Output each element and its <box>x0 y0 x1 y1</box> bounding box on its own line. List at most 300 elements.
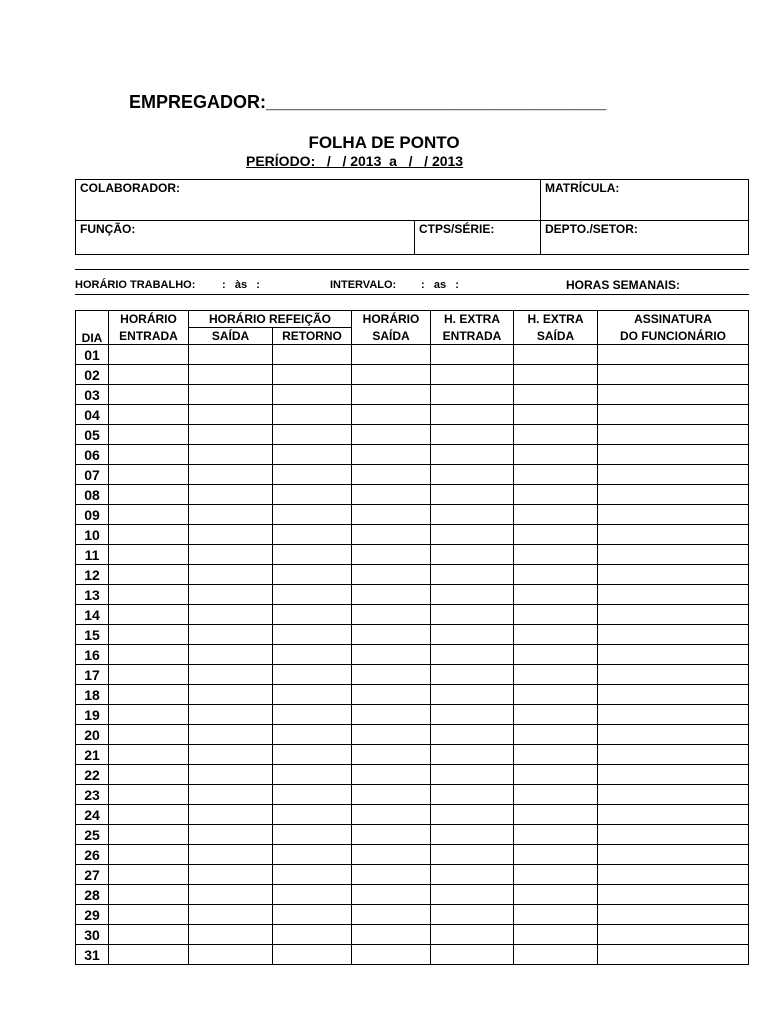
extra-out-cell[interactable] <box>514 345 598 365</box>
extra-out-cell[interactable] <box>514 865 598 885</box>
entry-cell[interactable] <box>109 765 189 785</box>
extra-out-cell[interactable] <box>514 785 598 805</box>
extra-out-cell[interactable] <box>514 685 598 705</box>
table-row <box>76 705 749 725</box>
day-number: 10 <box>76 525 109 545</box>
day-number: 09 <box>76 505 109 525</box>
extra-out-cell[interactable] <box>514 645 598 665</box>
meal-out-cell[interactable] <box>189 485 273 505</box>
entry-cell[interactable] <box>109 725 189 745</box>
header-signature-line1: ASSINATURA <box>598 311 749 328</box>
meal-out-cell[interactable] <box>189 405 273 425</box>
page-title: FOLHA DE PONTO <box>308 133 460 152</box>
meal-return-cell[interactable] <box>273 505 352 525</box>
extra-in-cell[interactable] <box>431 465 514 485</box>
extra-out-cell[interactable] <box>514 725 598 745</box>
extra-out-cell[interactable] <box>514 925 598 945</box>
meal-return-cell[interactable] <box>273 805 352 825</box>
meal-return-cell[interactable] <box>273 565 352 585</box>
work-hours-label: HORÁRIO TRABALHO: <box>75 279 196 291</box>
extra-in-cell[interactable] <box>431 945 514 965</box>
table-row <box>76 585 749 605</box>
extra-in-cell[interactable] <box>431 605 514 625</box>
exit-cell[interactable] <box>352 425 431 445</box>
extra-in-cell[interactable] <box>431 705 514 725</box>
exit-cell[interactable] <box>352 505 431 525</box>
entry-cell[interactable] <box>109 525 189 545</box>
meal-out-cell[interactable] <box>189 885 273 905</box>
extra-in-cell[interactable] <box>431 405 514 425</box>
header-extra-in-line1: H. EXTRA <box>431 311 514 328</box>
exit-cell[interactable] <box>352 705 431 725</box>
meal-return-cell[interactable] <box>273 705 352 725</box>
table-row <box>76 825 749 845</box>
extra-out-cell[interactable] <box>514 885 598 905</box>
meal-out-cell[interactable] <box>189 645 273 665</box>
day-number: 08 <box>76 485 109 505</box>
extra-out-cell[interactable] <box>514 505 598 525</box>
header-day: DIA <box>76 311 109 345</box>
table-row <box>76 685 749 705</box>
department-field[interactable]: DEPTO./SETOR: <box>545 222 638 236</box>
exit-cell[interactable] <box>352 585 431 605</box>
extra-in-cell[interactable] <box>431 645 514 665</box>
signature-cell[interactable] <box>598 905 749 925</box>
meal-out-cell[interactable] <box>189 565 273 585</box>
day-number: 26 <box>76 845 109 865</box>
employer-label: EMPREGADOR:__________________________________ <box>129 92 607 112</box>
signature-cell[interactable] <box>598 525 749 545</box>
meal-out-cell[interactable] <box>189 765 273 785</box>
exit-cell[interactable] <box>352 745 431 765</box>
extra-in-cell[interactable] <box>431 665 514 685</box>
weekly-hours-label: HORAS SEMANAIS: <box>566 278 681 292</box>
signature-cell[interactable] <box>598 725 749 745</box>
collaborator-field[interactable]: COLABORADOR: <box>80 181 180 195</box>
meal-out-cell[interactable] <box>189 745 273 765</box>
day-number: 14 <box>76 605 109 625</box>
meal-return-cell[interactable] <box>273 825 352 845</box>
entry-cell[interactable] <box>109 565 189 585</box>
signature-cell[interactable] <box>598 805 749 825</box>
extra-in-cell[interactable] <box>431 445 514 465</box>
extra-in-cell[interactable] <box>431 765 514 785</box>
entry-cell[interactable] <box>109 365 189 385</box>
extra-out-cell[interactable] <box>514 625 598 645</box>
exit-cell[interactable] <box>352 825 431 845</box>
signature-cell[interactable] <box>598 605 749 625</box>
header-entry-line2: ENTRADA <box>109 328 189 345</box>
extra-in-cell[interactable] <box>431 505 514 525</box>
meal-return-cell[interactable] <box>273 625 352 645</box>
meal-return-cell[interactable] <box>273 645 352 665</box>
ctps-field[interactable]: CTPS/SÉRIE: <box>419 222 495 236</box>
entry-cell[interactable] <box>109 645 189 665</box>
signature-cell[interactable] <box>598 565 749 585</box>
meal-return-cell[interactable] <box>273 405 352 425</box>
exit-cell[interactable] <box>352 765 431 785</box>
exit-cell[interactable] <box>352 805 431 825</box>
entry-cell[interactable] <box>109 885 189 905</box>
day-number: 22 <box>76 765 109 785</box>
extra-in-cell[interactable] <box>431 685 514 705</box>
exit-cell[interactable] <box>352 485 431 505</box>
entry-cell[interactable] <box>109 745 189 765</box>
table-row <box>76 465 749 485</box>
meal-out-cell[interactable] <box>189 665 273 685</box>
header-extra-out-line1: H. EXTRA <box>514 311 598 328</box>
entry-cell[interactable] <box>109 705 189 725</box>
meal-return-cell[interactable] <box>273 685 352 705</box>
exit-cell[interactable] <box>352 365 431 385</box>
extra-in-cell[interactable] <box>431 925 514 945</box>
exit-cell[interactable] <box>352 685 431 705</box>
extra-in-cell[interactable] <box>431 425 514 445</box>
signature-cell[interactable] <box>598 585 749 605</box>
day-number: 20 <box>76 725 109 745</box>
entry-cell[interactable] <box>109 385 189 405</box>
interval-label: INTERVALO: <box>330 279 397 291</box>
signature-cell[interactable] <box>598 845 749 865</box>
meal-return-cell[interactable] <box>273 605 352 625</box>
extra-in-cell[interactable] <box>431 545 514 565</box>
table-row <box>76 445 749 465</box>
meal-return-cell[interactable] <box>273 385 352 405</box>
day-number: 23 <box>76 785 109 805</box>
day-number: 16 <box>76 645 109 665</box>
exit-cell[interactable] <box>352 445 431 465</box>
registration-field[interactable]: MATRÍCULA: <box>545 181 620 195</box>
timesheet-table <box>75 310 749 965</box>
extra-in-cell[interactable] <box>431 625 514 645</box>
exit-cell[interactable] <box>352 605 431 625</box>
signature-cell[interactable] <box>598 625 749 645</box>
meal-out-cell[interactable] <box>189 505 273 525</box>
exit-cell[interactable] <box>352 405 431 425</box>
exit-cell[interactable] <box>352 785 431 805</box>
extra-out-cell[interactable] <box>514 405 598 425</box>
extra-out-cell[interactable] <box>514 425 598 445</box>
header-exit-line1: HORÁRIO <box>352 311 431 328</box>
day-number: 13 <box>76 585 109 605</box>
table-row <box>76 525 749 545</box>
signature-cell[interactable] <box>598 445 749 465</box>
extra-out-cell[interactable] <box>514 945 598 965</box>
header-meal: HORÁRIO REFEIÇÃO <box>189 311 352 328</box>
table-row <box>76 805 749 825</box>
extra-out-cell[interactable] <box>514 565 598 585</box>
table-row <box>76 425 749 445</box>
signature-cell[interactable] <box>598 345 749 365</box>
day-number: 24 <box>76 805 109 825</box>
extra-out-cell[interactable] <box>514 525 598 545</box>
meal-return-cell[interactable] <box>273 945 352 965</box>
exit-cell[interactable] <box>352 865 431 885</box>
signature-cell[interactable] <box>598 505 749 525</box>
meal-return-cell[interactable] <box>273 465 352 485</box>
table-row <box>76 725 749 745</box>
day-number: 06 <box>76 445 109 465</box>
extra-out-cell[interactable] <box>514 605 598 625</box>
meal-return-cell[interactable] <box>273 845 352 865</box>
extra-out-cell[interactable] <box>514 465 598 485</box>
entry-cell[interactable] <box>109 785 189 805</box>
extra-out-cell[interactable] <box>514 585 598 605</box>
meal-out-cell[interactable] <box>189 685 273 705</box>
extra-in-cell[interactable] <box>431 825 514 845</box>
meal-return-cell[interactable] <box>273 865 352 885</box>
function-field[interactable]: FUNÇÃO: <box>80 222 136 236</box>
table-row <box>76 945 749 965</box>
signature-cell[interactable] <box>598 925 749 945</box>
exit-cell[interactable] <box>352 905 431 925</box>
entry-cell[interactable] <box>109 445 189 465</box>
day-number: 12 <box>76 565 109 585</box>
entry-cell[interactable] <box>109 605 189 625</box>
extra-out-cell[interactable] <box>514 445 598 465</box>
exit-cell[interactable] <box>352 545 431 565</box>
schedule-bottom-rule <box>75 294 749 295</box>
extra-in-cell[interactable] <box>431 385 514 405</box>
extra-in-cell[interactable] <box>431 785 514 805</box>
header-exit-line2: SAÍDA <box>352 328 431 345</box>
table-row <box>76 365 749 385</box>
exit-cell[interactable] <box>352 925 431 945</box>
signature-cell[interactable] <box>598 545 749 565</box>
signature-cell[interactable] <box>598 685 749 705</box>
meal-out-cell[interactable] <box>189 945 273 965</box>
entry-cell[interactable] <box>109 485 189 505</box>
table-row <box>76 485 749 505</box>
extra-out-cell[interactable] <box>514 745 598 765</box>
meal-return-cell[interactable] <box>273 525 352 545</box>
signature-cell[interactable] <box>598 365 749 385</box>
extra-in-cell[interactable] <box>431 885 514 905</box>
day-number: 02 <box>76 365 109 385</box>
meal-return-cell[interactable] <box>273 665 352 685</box>
signature-cell[interactable] <box>598 465 749 485</box>
meal-return-cell[interactable] <box>273 445 352 465</box>
meal-return-cell[interactable] <box>273 925 352 945</box>
header-entry-line1: HORÁRIO <box>109 311 189 328</box>
extra-in-cell[interactable] <box>431 845 514 865</box>
exit-cell[interactable] <box>352 345 431 365</box>
interval-value[interactable]: : as : <box>421 279 459 291</box>
extra-in-cell[interactable] <box>431 485 514 505</box>
header-signature-line2: DO FUNCIONÁRIO <box>598 328 749 345</box>
meal-out-cell[interactable] <box>189 905 273 925</box>
day-number: 25 <box>76 825 109 845</box>
meal-out-cell[interactable] <box>189 625 273 645</box>
table-row <box>76 665 749 685</box>
meal-out-cell[interactable] <box>189 785 273 805</box>
extra-out-cell[interactable] <box>514 485 598 505</box>
entry-cell[interactable] <box>109 625 189 645</box>
extra-out-cell[interactable] <box>514 845 598 865</box>
entry-cell[interactable] <box>109 405 189 425</box>
table-row <box>76 905 749 925</box>
extra-out-cell[interactable] <box>514 805 598 825</box>
meal-return-cell[interactable] <box>273 425 352 445</box>
meal-return-cell[interactable] <box>273 765 352 785</box>
signature-cell[interactable] <box>598 645 749 665</box>
extra-in-cell[interactable] <box>431 805 514 825</box>
exit-cell[interactable] <box>352 645 431 665</box>
day-number: 19 <box>76 705 109 725</box>
meal-return-cell[interactable] <box>273 905 352 925</box>
signature-cell[interactable] <box>598 765 749 785</box>
signature-cell[interactable] <box>598 405 749 425</box>
header-meal-out: SAÍDA <box>189 328 273 345</box>
day-number: 28 <box>76 885 109 905</box>
entry-cell[interactable] <box>109 665 189 685</box>
signature-cell[interactable] <box>598 785 749 805</box>
meal-out-cell[interactable] <box>189 385 273 405</box>
exit-cell[interactable] <box>352 385 431 405</box>
extra-out-cell[interactable] <box>514 765 598 785</box>
meal-out-cell[interactable] <box>189 705 273 725</box>
table-row <box>76 865 749 885</box>
signature-cell[interactable] <box>598 485 749 505</box>
entry-cell[interactable] <box>109 905 189 925</box>
table-row <box>76 885 749 905</box>
header-extra-in-line2: ENTRADA <box>431 328 514 345</box>
entry-cell[interactable] <box>109 945 189 965</box>
table-row <box>76 845 749 865</box>
signature-cell[interactable] <box>598 425 749 445</box>
entry-cell[interactable] <box>109 685 189 705</box>
day-number: 27 <box>76 865 109 885</box>
meal-out-cell[interactable] <box>189 605 273 625</box>
extra-in-cell[interactable] <box>431 585 514 605</box>
table-row <box>76 385 749 405</box>
signature-cell[interactable] <box>598 825 749 845</box>
entry-cell[interactable] <box>109 545 189 565</box>
meal-out-cell[interactable] <box>189 865 273 885</box>
day-number: 04 <box>76 405 109 425</box>
meal-out-cell[interactable] <box>189 585 273 605</box>
day-number: 18 <box>76 685 109 705</box>
meal-out-cell[interactable] <box>189 525 273 545</box>
meal-out-cell[interactable] <box>189 545 273 565</box>
extra-in-cell[interactable] <box>431 745 514 765</box>
entry-cell[interactable] <box>109 465 189 485</box>
day-number: 21 <box>76 745 109 765</box>
meal-out-cell[interactable] <box>189 425 273 445</box>
entry-cell[interactable] <box>109 865 189 885</box>
exit-cell[interactable] <box>352 885 431 905</box>
signature-cell[interactable] <box>598 885 749 905</box>
meal-return-cell[interactable] <box>273 545 352 565</box>
extra-in-cell[interactable] <box>431 345 514 365</box>
meal-out-cell[interactable] <box>189 925 273 945</box>
extra-in-cell[interactable] <box>431 565 514 585</box>
exit-cell[interactable] <box>352 845 431 865</box>
day-number: 01 <box>76 345 109 365</box>
day-number: 17 <box>76 665 109 685</box>
entry-cell[interactable] <box>109 585 189 605</box>
extra-in-cell[interactable] <box>431 365 514 385</box>
extra-out-cell[interactable] <box>514 705 598 725</box>
meal-out-cell[interactable] <box>189 805 273 825</box>
exit-cell[interactable] <box>352 725 431 745</box>
signature-cell[interactable] <box>598 865 749 885</box>
table-row <box>76 925 749 945</box>
signature-cell[interactable] <box>598 385 749 405</box>
extra-in-cell[interactable] <box>431 725 514 745</box>
extra-out-cell[interactable] <box>514 825 598 845</box>
entry-cell[interactable] <box>109 505 189 525</box>
day-number: 29 <box>76 905 109 925</box>
extra-in-cell[interactable] <box>431 865 514 885</box>
extra-in-cell[interactable] <box>431 905 514 925</box>
meal-return-cell[interactable] <box>273 725 352 745</box>
meal-return-cell[interactable] <box>273 365 352 385</box>
day-number: 31 <box>76 945 109 965</box>
entry-cell[interactable] <box>109 345 189 365</box>
entry-cell[interactable] <box>109 925 189 945</box>
table-row <box>76 565 749 585</box>
meal-return-cell[interactable] <box>273 885 352 905</box>
table-row <box>76 505 749 525</box>
exit-cell[interactable] <box>352 565 431 585</box>
meal-return-cell[interactable] <box>273 745 352 765</box>
entry-cell[interactable] <box>109 845 189 865</box>
signature-cell[interactable] <box>598 665 749 685</box>
exit-cell[interactable] <box>352 525 431 545</box>
exit-cell[interactable] <box>352 625 431 645</box>
table-row <box>76 605 749 625</box>
signature-cell[interactable] <box>598 945 749 965</box>
meal-out-cell[interactable] <box>189 345 273 365</box>
extra-out-cell[interactable] <box>514 385 598 405</box>
signature-cell[interactable] <box>598 705 749 725</box>
table-row <box>76 765 749 785</box>
signature-cell[interactable] <box>598 745 749 765</box>
entry-cell[interactable] <box>109 805 189 825</box>
meal-out-cell[interactable] <box>189 825 273 845</box>
extra-in-cell[interactable] <box>431 525 514 545</box>
exit-cell[interactable] <box>352 665 431 685</box>
meal-out-cell[interactable] <box>189 845 273 865</box>
meal-out-cell[interactable] <box>189 445 273 465</box>
exit-cell[interactable] <box>352 465 431 485</box>
entry-cell[interactable] <box>109 425 189 445</box>
meal-out-cell[interactable] <box>189 465 273 485</box>
extra-out-cell[interactable] <box>514 365 598 385</box>
entry-cell[interactable] <box>109 825 189 845</box>
extra-out-cell[interactable] <box>514 905 598 925</box>
header-meal-return: RETORNO <box>273 328 352 345</box>
table-row <box>76 645 749 665</box>
schedule-top-rule <box>75 269 749 270</box>
exit-cell[interactable] <box>352 945 431 965</box>
day-number: 03 <box>76 385 109 405</box>
meal-out-cell[interactable] <box>189 725 273 745</box>
extra-out-cell[interactable] <box>514 665 598 685</box>
meal-return-cell[interactable] <box>273 585 352 605</box>
day-number: 11 <box>76 545 109 565</box>
meal-out-cell[interactable] <box>189 365 273 385</box>
day-number: 15 <box>76 625 109 645</box>
table-row <box>76 345 749 365</box>
table-row <box>76 545 749 565</box>
work-hours-value[interactable]: : às : <box>222 279 260 291</box>
meal-return-cell[interactable] <box>273 485 352 505</box>
meal-return-cell[interactable] <box>273 785 352 805</box>
meal-return-cell[interactable] <box>273 345 352 365</box>
extra-out-cell[interactable] <box>514 545 598 565</box>
